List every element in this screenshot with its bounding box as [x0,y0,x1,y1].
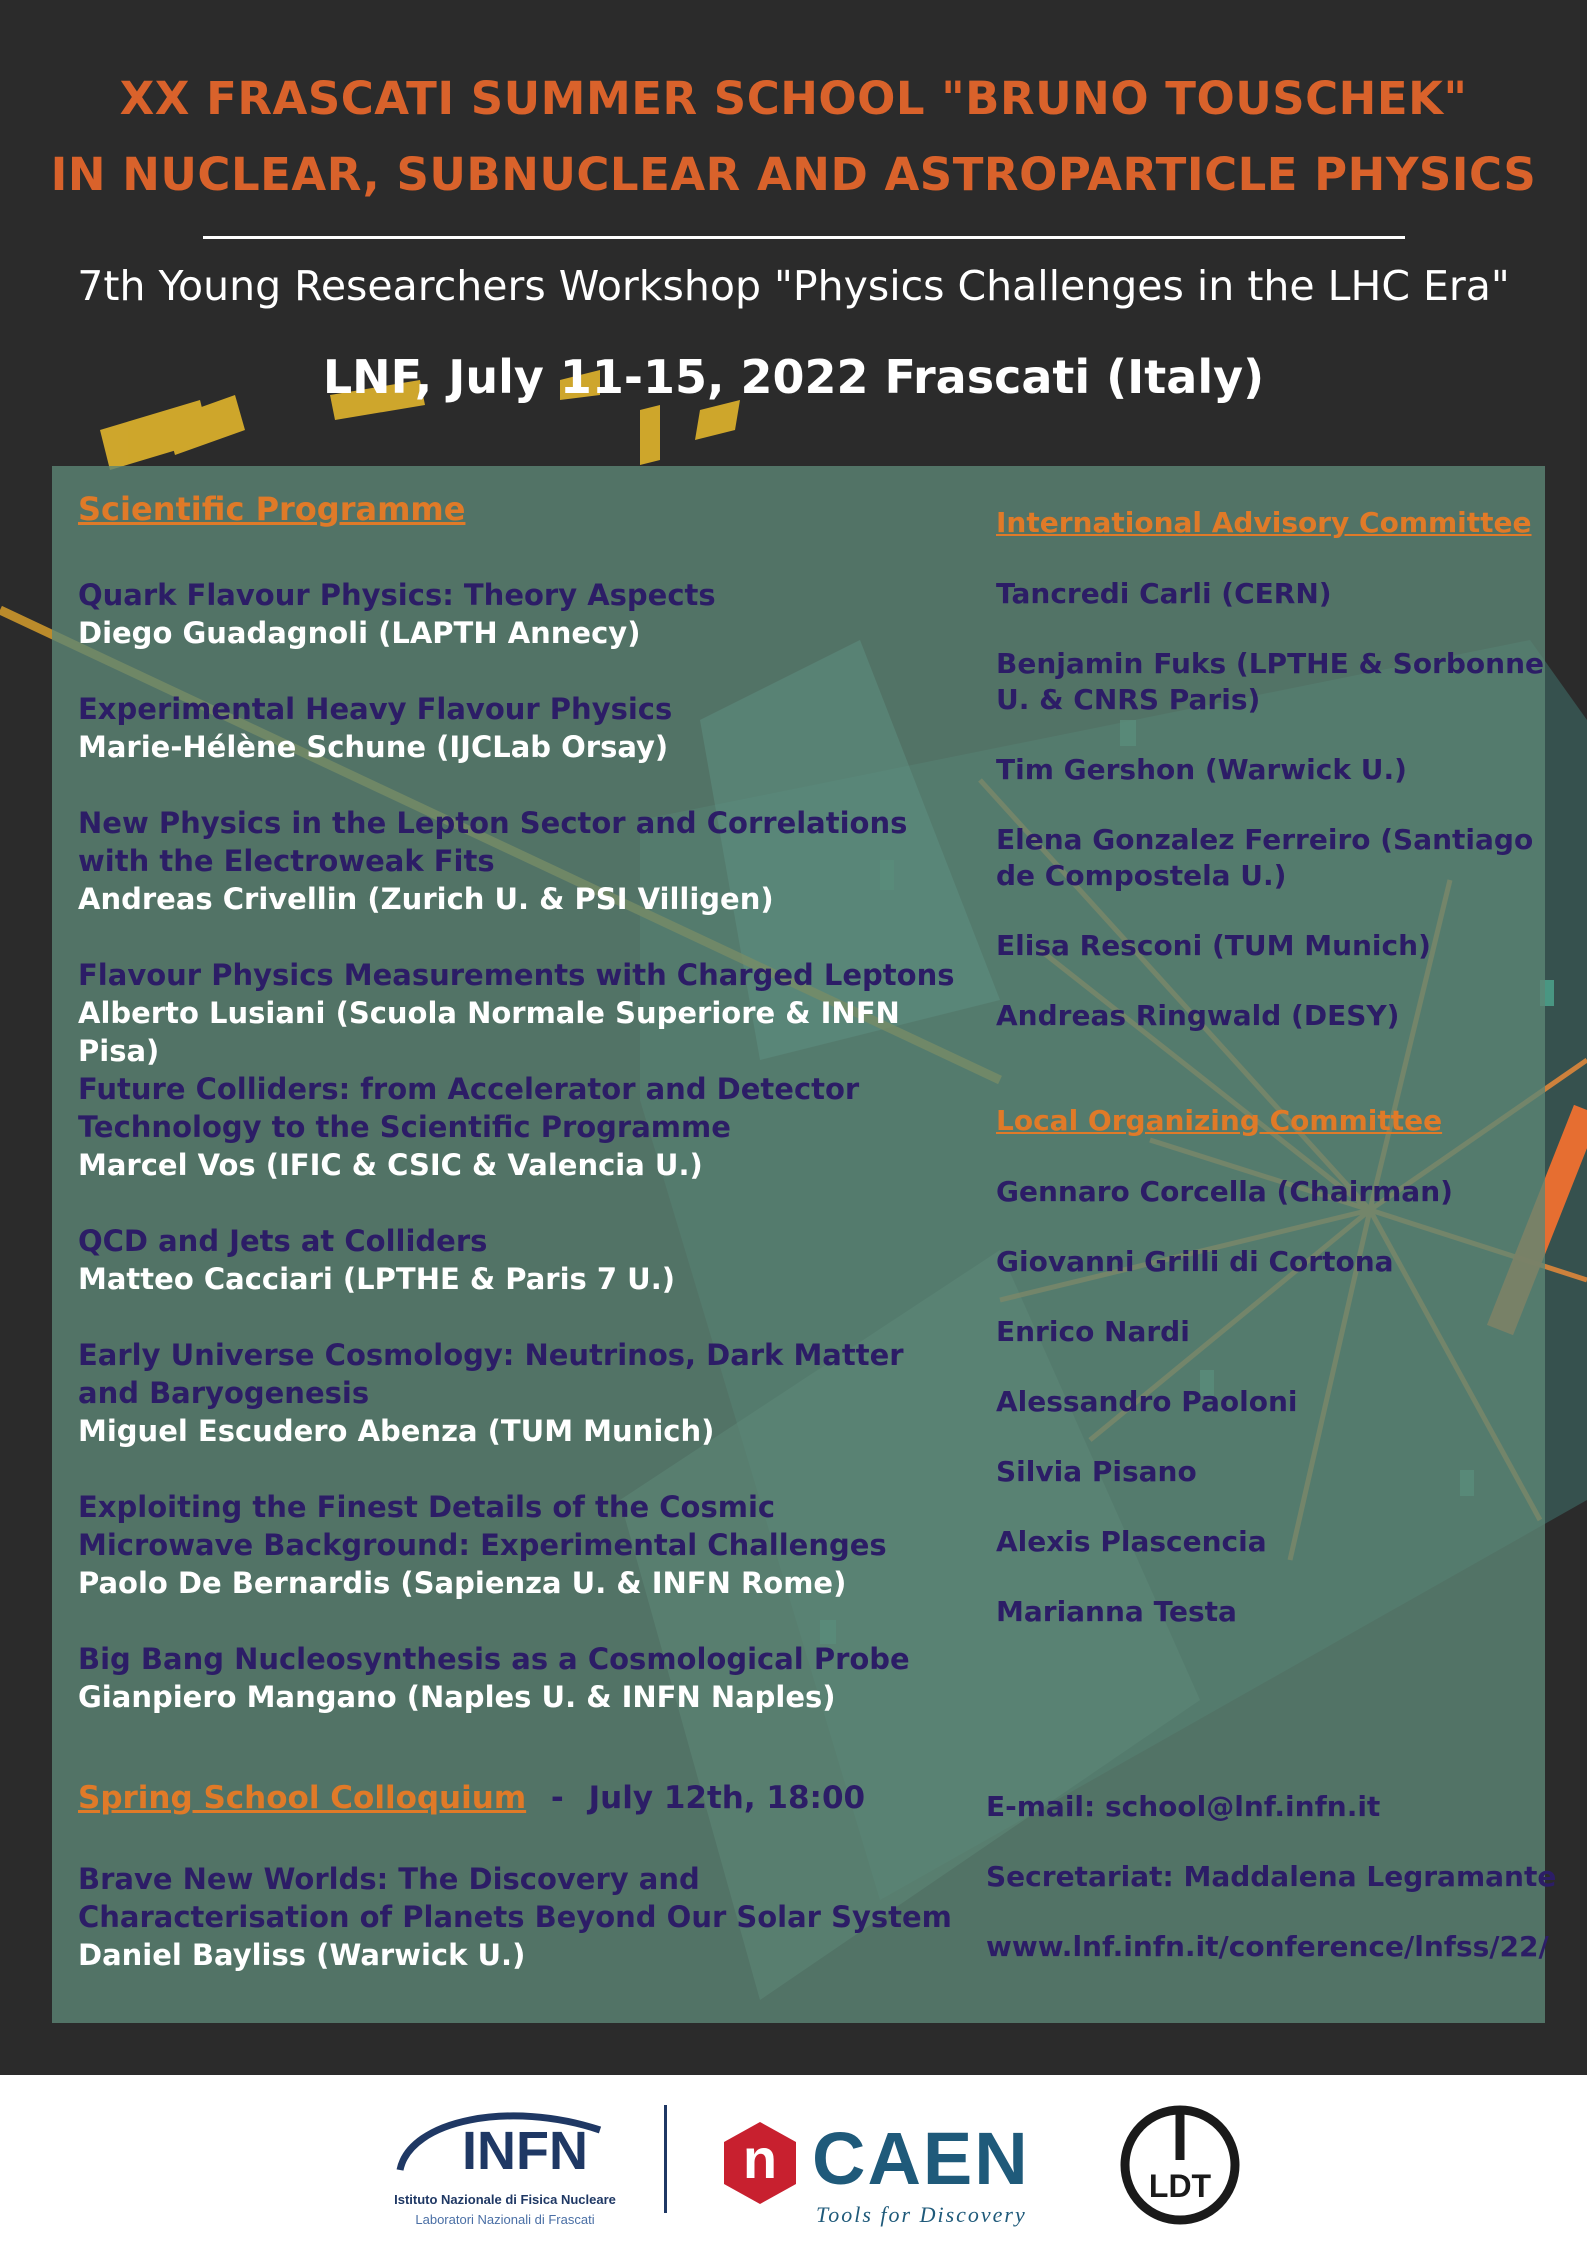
talk-speaker: Miguel Escudero Abenza (TUM Munich) [78,1414,715,1448]
local-member: Giovanni Grilli di Cortona [996,1245,1394,1278]
ldt-name: LDT [1148,2168,1212,2204]
infn-line1: Istituto Nazionale di Fisica Nucleare [394,2192,616,2207]
infn-name: INFN [462,2121,588,2181]
colloquium-speaker: Daniel Bayliss (Warwick U.) [78,1938,526,1972]
school-title-line2: IN NUCLEAR, SUBNUCLEAR AND ASTROPARTICLE PHYSICS [50,148,1537,201]
talk-speaker: Matteo Cacciari (LPTHE & Paris 7 U.) [78,1262,675,1296]
colloquium-when: July 12th, 18:00 [588,1780,866,1816]
talk-title: Experimental Heavy Flavour Physics [78,692,673,726]
local-member: Silvia Pisano [996,1455,1197,1488]
infn-logo [390,2100,620,2240]
workshop-subtitle: 7th Young Researchers Workshop "Physics Challenges in the LHC Era" [77,262,1510,310]
title-divider [203,236,1405,239]
talk-speaker: Andreas Crivellin (Zurich U. & PSI Villigen) [78,882,774,916]
talk-title: Exploiting the Finest Details of the Cosmic Microwave Background: Experimental Challenges [78,1490,887,1562]
talk-speaker: Marcel Vos (IFIC & CSIC & Valencia U.) [78,1148,703,1182]
logo-divider [664,2105,667,2213]
talk-speaker: Alberto Lusiani (Scuola Normale Superiore & INFN Pisa) [78,996,900,1068]
advisory-member: Andreas Ringwald (DESY) [996,999,1400,1032]
caen-mark: n [742,2127,778,2190]
advisory-heading: International Advisory Committee [996,506,1532,539]
talk-speaker: Diego Guadagnoli (LAPTH Annecy) [78,616,641,650]
website-link[interactable]: www.lnf.infn.it/conference/lnfss/22/ [986,1930,1549,1963]
colloquium-heading: Spring School Colloquium [78,1780,527,1816]
caen-name: CAEN [812,2117,1030,2200]
talk-title: Early Universe Cosmology: Neutrinos, Dark Matter and Baryogenesis [78,1338,904,1410]
ldt-logo [1115,2100,1245,2230]
programme-item [78,1070,958,1184]
programme-item [78,1336,958,1450]
school-title-line1: XX FRASCATI SUMMER SCHOOL "BRUNO TOUSCHEK" [119,72,1468,125]
advisory-member: Tancredi Carli (CERN) [996,577,1332,610]
local-member: Alessandro Paoloni [996,1385,1298,1418]
programme-item [78,956,958,1070]
colloquium-title: Brave New Worlds: The Discovery and Characterisation of Planets Beyond Our Solar System [78,1862,952,1934]
talk-title: QCD and Jets at Colliders [78,1224,488,1258]
talk-title: Flavour Physics Measurements with Charged Leptons [78,958,955,992]
programme-item [78,1488,958,1602]
talk-title: Big Bang Nucleosynthesis as a Cosmological Probe [78,1642,910,1676]
talk-title: Quark Flavour Physics: Theory Aspects [78,578,716,612]
talk-speaker: Gianpiero Mangano (Naples U. & INFN Naples) [78,1680,836,1714]
advisory-member: Elena Gonzalez Ferreiro (Santiago de Compostela U.) [996,823,1534,892]
local-member: Enrico Nardi [996,1315,1190,1348]
local-member: Marianna Testa [996,1595,1237,1628]
advisory-member: Benjamin Fuks (LPTHE & Sorbonne U. & CNRS Paris) [996,647,1544,716]
advisory-member: Tim Gershon (Warwick U.) [996,753,1407,786]
colloquium-header [78,1780,865,1816]
programme-item [78,1222,958,1298]
colloquium-talk [78,1860,958,1974]
advisory-member: Elisa Resconi (TUM Munich) [996,929,1431,962]
caen-logo [720,2110,1080,2227]
event-dateline: LNF, July 11-15, 2022 Frascati (Italy) [322,350,1265,404]
programme-item [78,1640,958,1716]
talk-speaker: Paolo De Bernardis (Sapienza U. & INFN Rome) [78,1566,847,1600]
programme-item [78,804,958,918]
infn-line2: Laboratori Nazionali di Frascati [415,2212,595,2227]
talk-title: Future Colliders: from Accelerator and Detector Technology to the Scientific Programme [78,1072,860,1144]
colloquium-separator: - [550,1780,564,1816]
local-heading: Local Organizing Committee [996,1104,1443,1137]
contact-email[interactable]: E-mail: school@lnf.infn.it [986,1790,1381,1823]
ldt-circle-icon [1115,2100,1245,2230]
programme-item [78,690,958,766]
secretariat: Secretariat: Maddalena Legramante [986,1860,1557,1893]
talk-title: New Physics in the Lepton Sector and Correlations with the Electroweak Fits [78,806,908,878]
talk-speaker: Marie-Hélène Schune (IJCLab Orsay) [78,730,669,764]
local-member: Gennaro Corcella (Chairman) [996,1175,1453,1208]
local-member: Alexis Plascencia [996,1525,1267,1558]
programme-item [78,576,958,652]
caen-tagline: Tools for Discovery [816,2202,1027,2227]
programme-heading: Scientific Programme [78,490,466,528]
